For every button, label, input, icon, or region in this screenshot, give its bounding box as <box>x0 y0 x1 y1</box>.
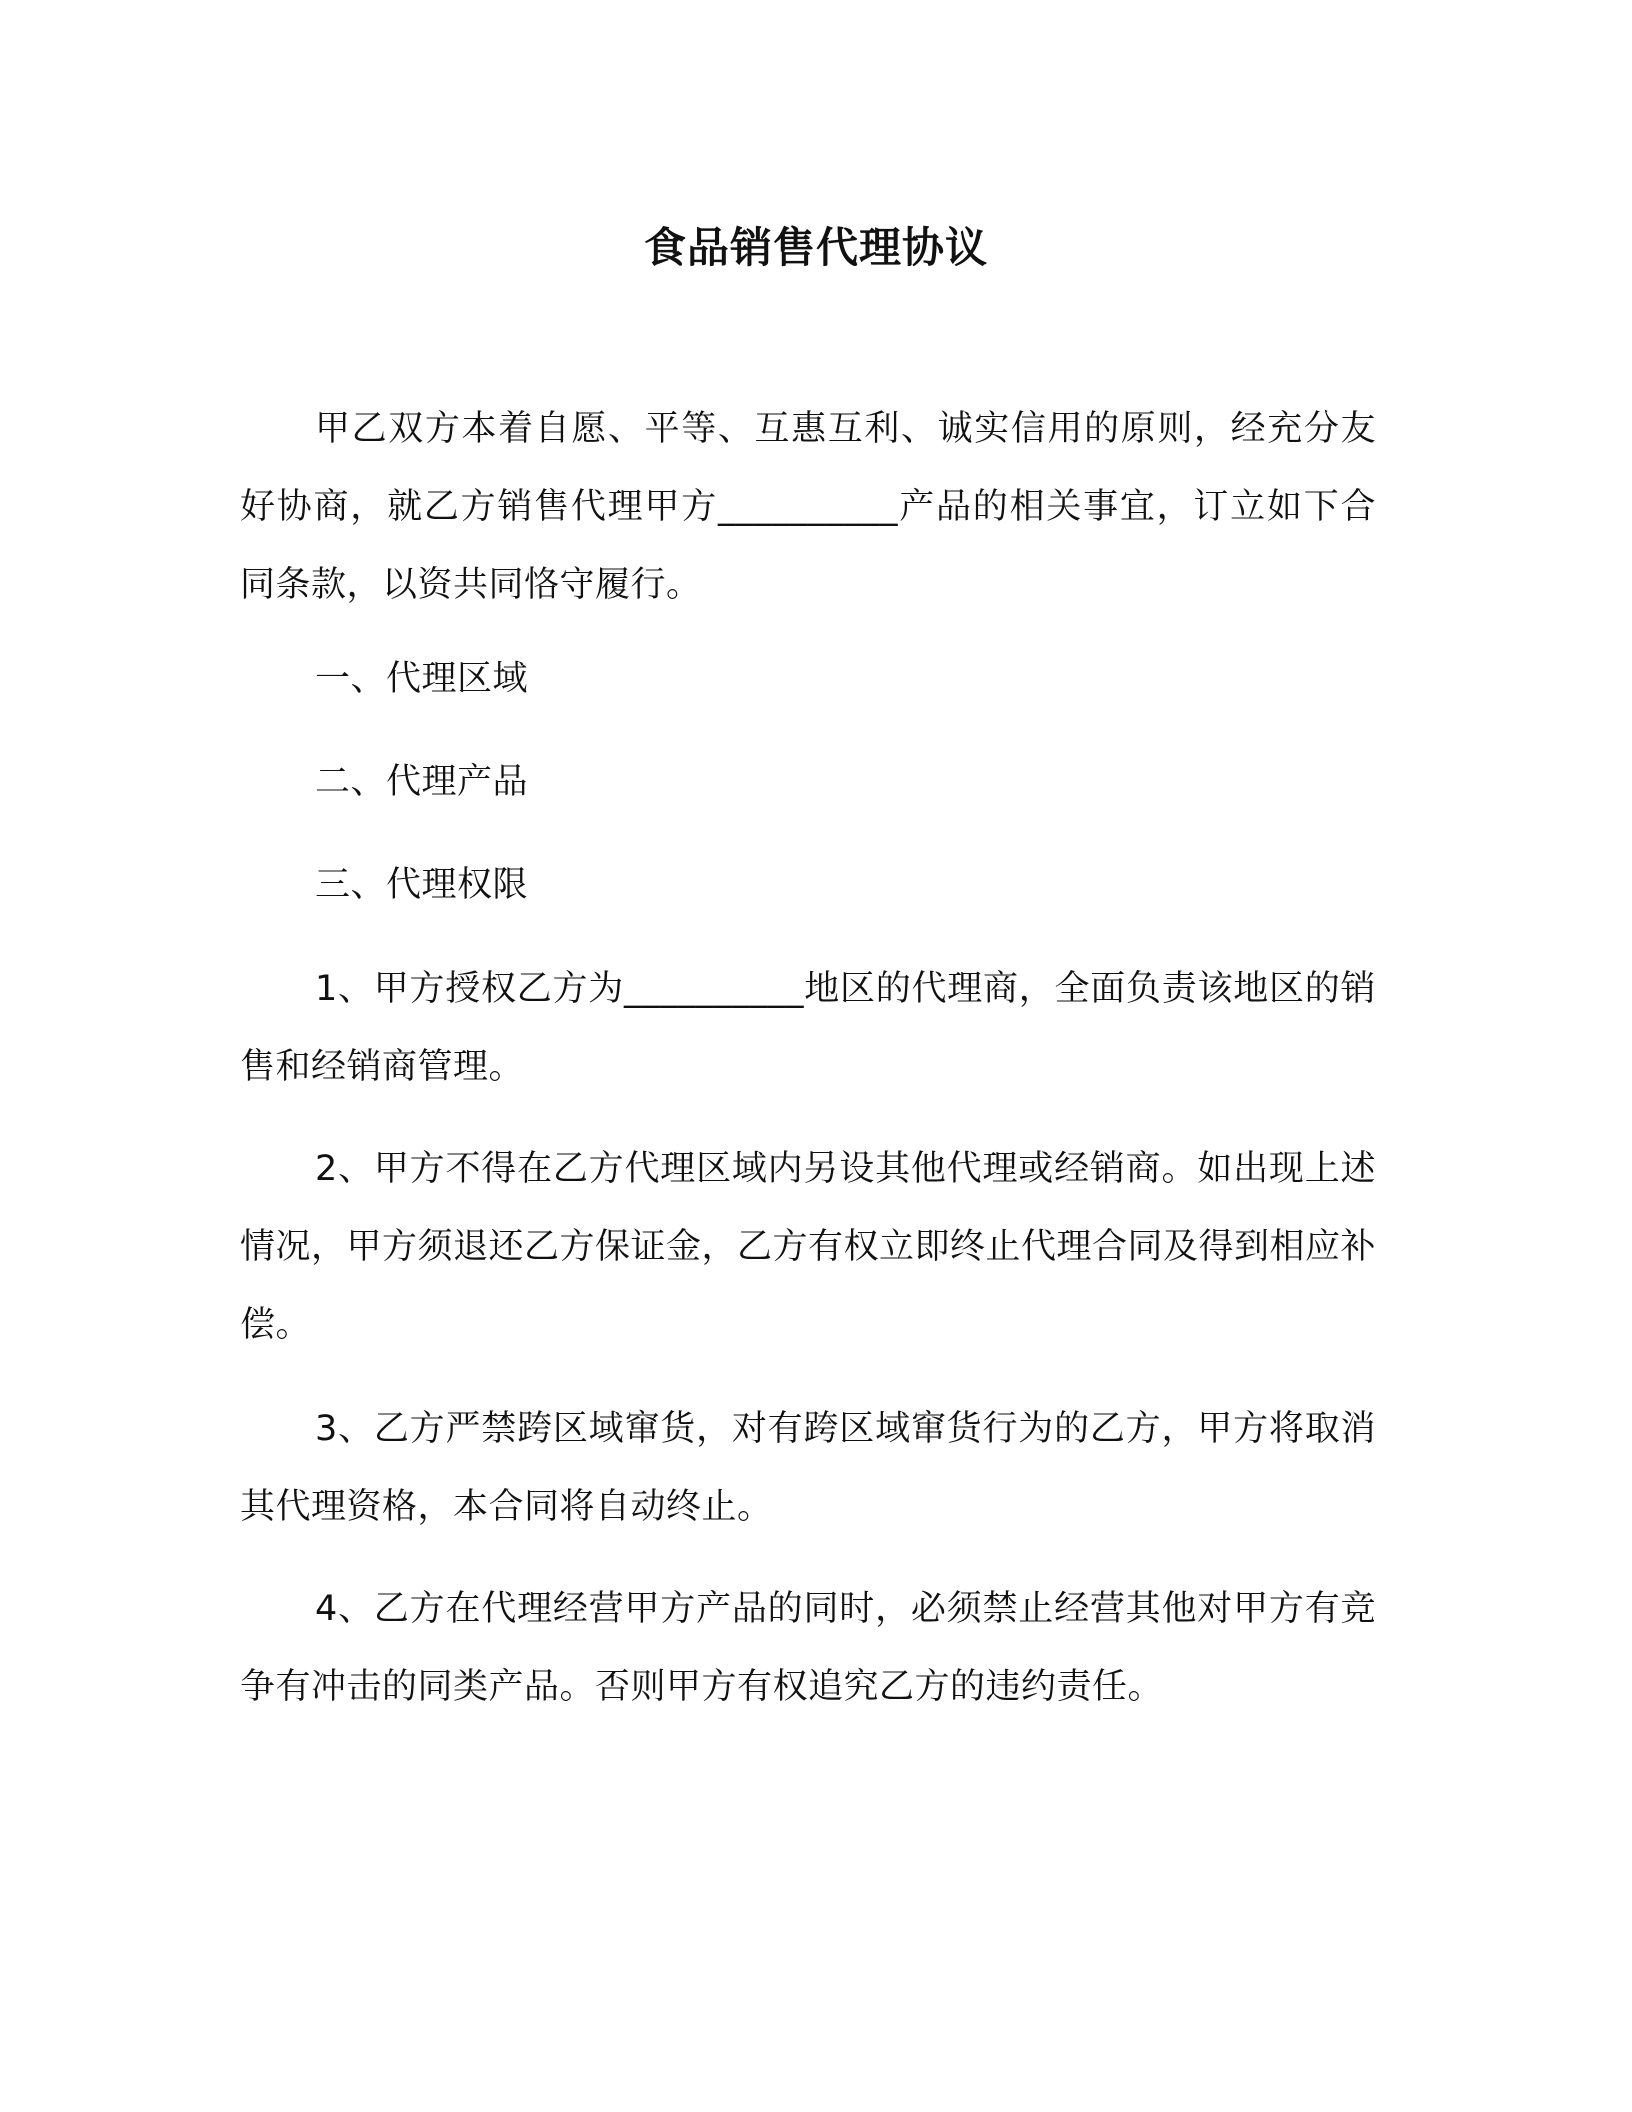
document-title: 食品销售代理协议 <box>643 223 988 272</box>
clause-4: 4、乙方在代理经营甲方产品的同时，必须禁止经营其他对甲方有竞争有冲击的同类产品。否则甲方有权追究乙方的违约责任。 <box>240 1589 1376 1707</box>
section-heading-authority: 三、代理权限 <box>315 865 529 905</box>
clause-1: 1、甲方授权乙方为__________地区的代理商，全面负责该地区的销售和经销商管理。 <box>240 969 1376 1087</box>
clause-2: 2、甲方不得在乙方代理区域内另设其他代理或经销商。如出现上述情况，甲方须退还乙方保证金，乙方有权立即终止代理合同及得到相应补偿。 <box>240 1149 1377 1345</box>
clause-3: 3、乙方严禁跨区域窜货，对有跨区域窜货行为的乙方，甲方将取消其代理资格，本合同将自动终止。 <box>240 1409 1376 1527</box>
section-heading-region: 一、代理区域 <box>315 659 529 699</box>
intro-paragraph: 甲乙双方本着自愿、平等、互惠互利、诚实信用的原则，经充分友好协商，就乙方销售代理甲方__________产品的相关事宜，订立如下合同条款，以资共同恪守履行。 <box>240 409 1376 605</box>
section-heading-products: 二、代理产品 <box>315 762 529 802</box>
